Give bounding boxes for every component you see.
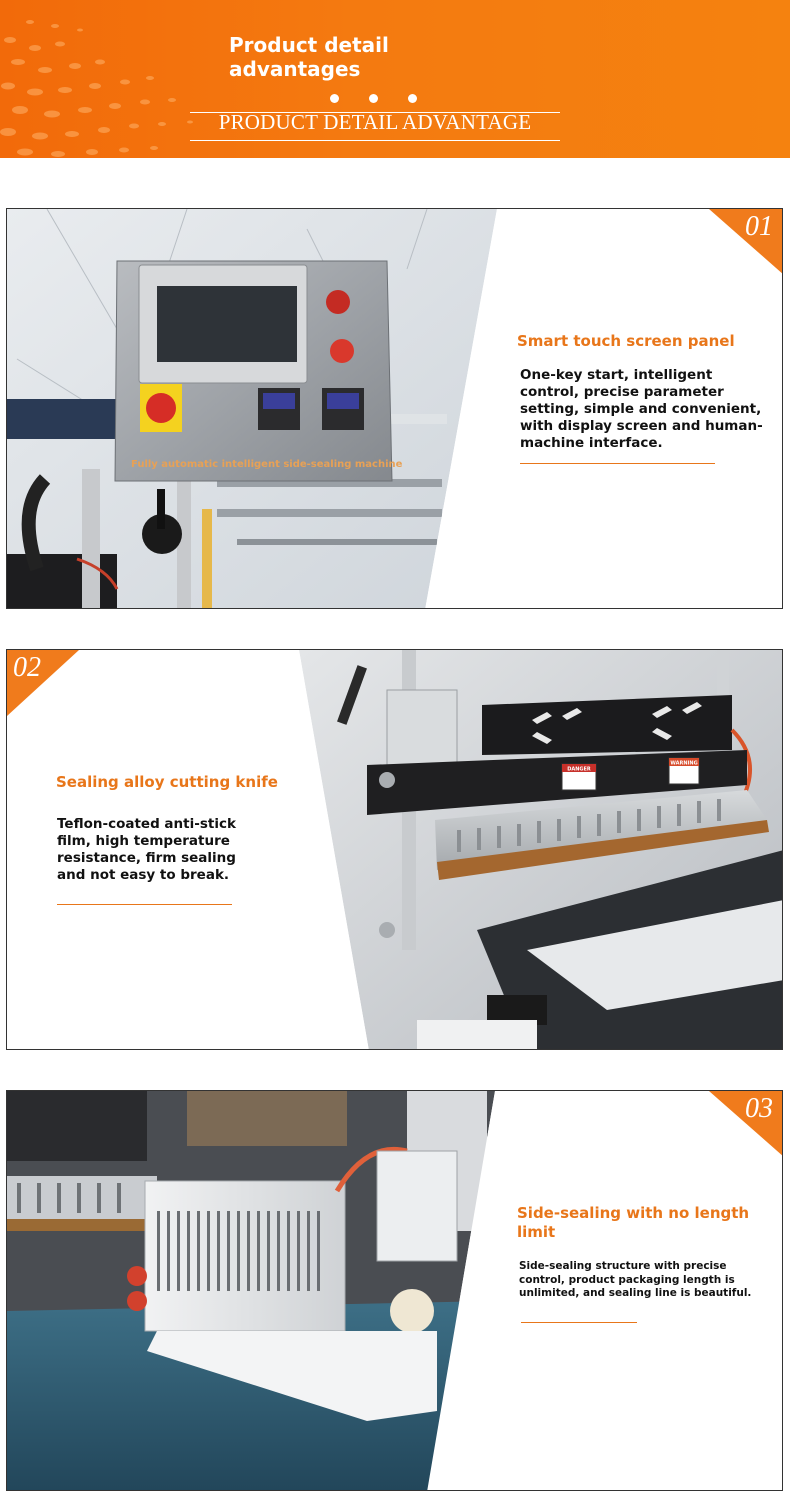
feature-card-3: [6, 1090, 783, 1491]
feature-title: Smart touch screen panel: [517, 332, 735, 350]
feature-underline: [521, 1322, 637, 1323]
feature-number: 03: [745, 1093, 773, 1124]
feature-card-1: [6, 208, 783, 609]
feature-card-2: [6, 649, 783, 1050]
feature-description: Teflon-coated anti-stick film, high temperature resistance, firm sealing and not easy to break.: [57, 816, 236, 883]
warning-label: WARNING: [670, 760, 698, 767]
banner-subtitle: PRODUCT DETAIL ADVANTAGE: [218, 110, 532, 134]
bullet-dot: [408, 94, 417, 103]
bullet-dot: [369, 94, 378, 103]
bullet-dot: [330, 94, 339, 103]
feature-title: Side-sealing with no length limit: [517, 1204, 750, 1241]
feature-number: 01: [745, 211, 773, 242]
feature-description: Side-sealing structure with precise control, product packaging length is unlimited, and sealing line is beautiful.: [519, 1260, 752, 1299]
panel-caption: Fully automatic intelligent side-sealing machine: [131, 459, 403, 470]
banner-title-line1: Product detail: [229, 33, 389, 57]
feature-description: One-key start, intelligent control, precise parameter setting, simple and convenient, with display screen and human-machine interface.: [520, 367, 763, 451]
subtitle-bottom-rule: [190, 140, 560, 141]
danger-label: DANGER: [567, 766, 591, 773]
banner-title: [229, 33, 429, 81]
feature-number: 02: [13, 652, 41, 683]
feature-underline: [520, 463, 715, 464]
feature-underline: [57, 904, 232, 905]
banner-title-line2: advantages: [229, 57, 361, 81]
header-banner: [0, 0, 790, 158]
feature-title: Sealing alloy cutting knife: [56, 773, 278, 791]
banner-bullets: [330, 94, 417, 103]
